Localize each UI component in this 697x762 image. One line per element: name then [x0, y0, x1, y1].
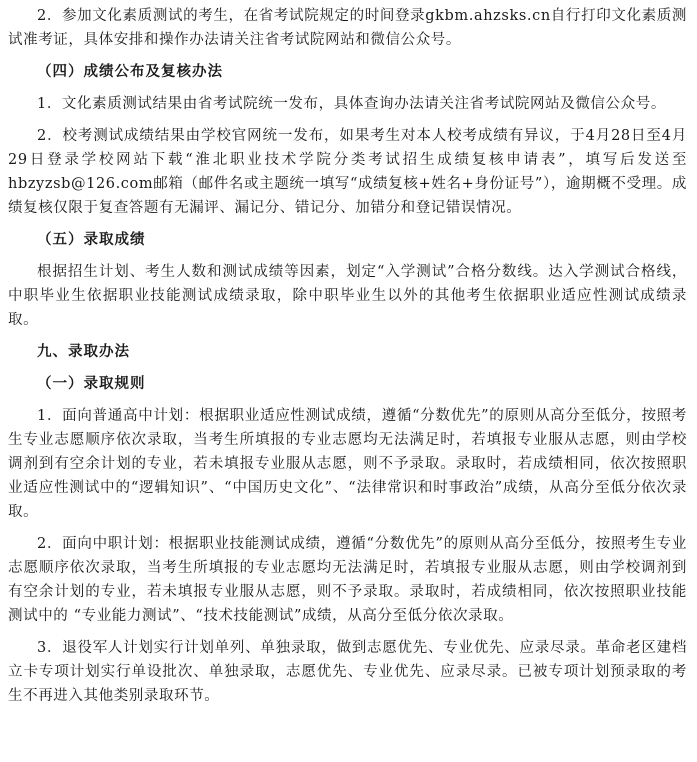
paragraph-veteran-plan: 3．退役军人计划实行计划单列、单独录取，做到志愿优先、专业优先、应录尽录。革命老区建档立卡专项计划实行单设批次、单独录取，志愿优先、专业优先、应录尽录。已被专项计划预录取的考生不再进入其他类别录取环节。: [8, 640, 687, 704]
section-heading-admission-score: （五）录取成绩: [37, 231, 146, 248]
chapter-heading-admission-method: 九、录取办法: [37, 343, 130, 360]
section-heading-score-release: （四）成绩公布及复核办法: [37, 63, 223, 80]
paragraph-high-school-plan: 1．面向普通高中计划：根据职业适应性测试成绩，遵循“分数优先”的原则从高分至低分，按照考生专业志愿顺序依次录取，当考生所填报的专业志愿均无法满足时，若填报专业服从志愿，则由学校调剂到有空余计划的专业，若未填报专业服从志愿，则不予录取。录取时，若成绩相同，依次按照职业适应性测试中的“逻辑知识”、“中国历史文化”、“法律常识和时事政治”成绩，从高分至低分依次录取。: [8, 408, 687, 520]
paragraph-school-test-review: 2．校考测试成绩结果由学校官网统一发布，如果考生对本人校考成绩有异议，于4月28日至4月29日登录学校网站下载“淮北职业技术学院分类考试招生成绩复核申请表”，填写后发送至hbzyzsb@126.com邮箱（邮件名或主题统一填写“成绩复核+姓名+身份证号”），逾期概不受理。成绩复核仅限于复查答题有无漏评、漏记分、错记分、加错分和登记错误情况。: [8, 128, 687, 216]
paragraph-vocational-plan: 2．面向中职计划：根据职业技能测试成绩，遵循“分数优先”的原则从高分至低分，按照考生专业志愿顺序依次录取，当考生所填报的专业志愿均无法满足时，若填报专业服从志愿，则由学校调剂到有空余计划的专业，若未填报专业服从志愿，则不予录取。录取时，若成绩相同，依次按照职业技能测试中的 “专业能力测试”、“技术技能测试”成绩，从高分至低分依次录取。: [8, 536, 687, 624]
paragraph-passing-line: 根据招生计划、考生人数和测试成绩等因素，划定“入学测试”合格分数线。达入学测试合格线，中职毕业生依据职业技能测试成绩录取，除中职毕业生以外的其他考生依据职业适应性测试成绩录取。: [8, 264, 687, 328]
section-heading-admission-rules: （一）录取规则: [37, 375, 146, 392]
paragraph-culture-test-results: 1．文化素质测试结果由省考试院统一发布，具体查询办法请关注省考试院网站及微信公众号。: [37, 96, 666, 112]
paragraph-admission-ticket: 2．参加文化素质测试的考生，在省考试院规定的时间登录gkbm.ahzsks.cn自行打印文化素质测试准考证，具体安排和操作办法请关注省考试院网站和微信公众号。: [8, 8, 687, 48]
